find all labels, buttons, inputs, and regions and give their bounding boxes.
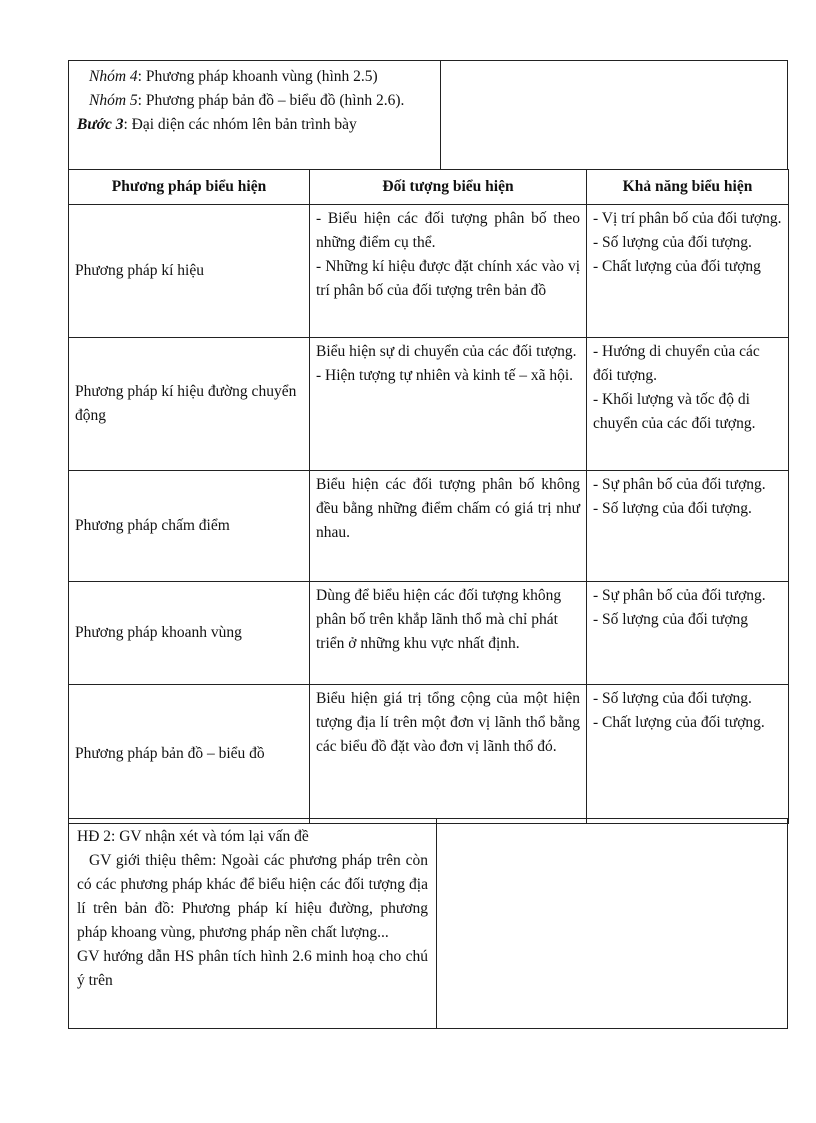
- header-abilities: Khả năng biểu hiện: [587, 170, 789, 205]
- method-cell: Phương pháp chấm điểm: [69, 471, 310, 582]
- method-cell: Phương pháp bản đồ – biểu đồ: [69, 685, 310, 824]
- objects-cell: [310, 338, 587, 471]
- header-method: Phương pháp biểu hiện: [69, 170, 310, 205]
- top-right-cell: [441, 61, 787, 169]
- abilities-cell: [587, 471, 789, 582]
- objects-cell: [310, 582, 587, 685]
- step3-text: : Đại diện các nhóm lên bản trình bày: [123, 116, 357, 133]
- abilities-line: - Hướng di chuyển của các đối tượng.: [593, 343, 760, 384]
- abilities-line: - Vị trí phân bố của đối tượng.: [593, 210, 782, 227]
- bottom-section: [68, 818, 788, 1029]
- objects-line: Dùng để biểu hiện các đối tượng không phân bố trên khắp lãnh thổ mà chỉ phát triển ở những khu vực nhất định.: [316, 587, 562, 652]
- group4-text: : Phương pháp khoanh vùng (hình 2.5): [137, 68, 378, 85]
- abilities-line: - Số lượng của đối tượng: [593, 611, 749, 628]
- group4-line: [77, 65, 432, 89]
- method-cell: Phương pháp kí hiệu: [69, 205, 310, 338]
- table-row: [69, 338, 789, 471]
- objects-line: Biểu hiện các đối tượng phân bố không đều bằng những điểm chấm có giá trị như nhau.: [316, 476, 580, 541]
- abilities-line: - Số lượng của đối tượng.: [593, 690, 752, 707]
- header-objects: Đối tượng biểu hiện: [310, 170, 587, 205]
- abilities-line: - Sự phân bố của đối tượng.: [593, 587, 766, 604]
- hd2-heading: HĐ 2: GV nhận xét và tóm lại vấn đề: [77, 828, 309, 845]
- objects-cell: [310, 685, 587, 824]
- abilities-cell: [587, 338, 789, 471]
- abilities-line: - Sự phân bố của đối tượng.: [593, 476, 766, 493]
- objects-line: Biểu hiện giá trị tổng cộng của một hiện tượng địa lí trên một đơn vị lãnh thổ bằng các biểu đồ đặt vào đơn vị lãnh thổ đó.: [316, 690, 580, 755]
- abilities-line: - Chất lượng của đối tượng: [593, 258, 761, 275]
- methods-table: [68, 169, 789, 824]
- objects-line: Biểu hiện sự di chuyển của các đối tượng.: [316, 343, 577, 360]
- group4-label: Nhóm 4: [89, 68, 138, 85]
- abilities-cell: [587, 685, 789, 824]
- abilities-line: - Số lượng của đối tượng.: [593, 500, 752, 517]
- abilities-line: - Số lượng của đối tượng.: [593, 234, 752, 251]
- group5-line: [77, 89, 432, 113]
- table-header-row: [69, 170, 789, 205]
- method-cell: Phương pháp khoanh vùng: [69, 582, 310, 685]
- method-cell: Phương pháp kí hiệu đường chuyển động: [69, 338, 310, 471]
- objects-line: - Những kí hiệu được đặt chính xác vào vị trí phân bố của đối tượng trên bản đồ: [316, 258, 580, 299]
- abilities-line: - Chất lượng của đối tượng.: [593, 714, 765, 731]
- table-row: [69, 582, 789, 685]
- step3-label: Bước 3: [77, 116, 124, 133]
- objects-line: - Biểu hiện các đối tượng phân bố theo những điểm cụ thể.: [316, 210, 580, 251]
- guide-paragraph: GV hướng dẫn HS phân tích hình 2.6 minh hoạ cho chú ý trên: [77, 948, 428, 989]
- objects-cell: [310, 471, 587, 582]
- abilities-line: - Khối lượng và tốc độ di chuyển của các đối tượng.: [593, 391, 756, 432]
- table-row: [69, 205, 789, 338]
- top-section: [68, 60, 788, 170]
- abilities-cell: [587, 205, 789, 338]
- table-row: [69, 685, 789, 824]
- step3-line: [77, 113, 432, 137]
- group5-label: Nhóm 5: [89, 92, 138, 109]
- bottom-left-cell: [69, 819, 437, 1028]
- bottom-right-cell: [437, 819, 787, 1028]
- intro-paragraph: GV giới thiệu thêm: Ngoài các phương pháp trên còn có các phương pháp khác để biểu hiện các đối tượng địa lí trên bản đồ: Phương pháp kí hiệu đường, phương pháp khoang vùng, phương pháp nền chất lượng...: [77, 852, 428, 941]
- group5-text: : Phương pháp bản đồ – biểu đồ (hình 2.6).: [137, 92, 405, 109]
- objects-line: - Hiện tượng tự nhiên và kinh tế – xã hội.: [316, 367, 574, 384]
- table-row: [69, 471, 789, 582]
- objects-cell: [310, 205, 587, 338]
- top-left-cell: [69, 61, 441, 169]
- abilities-cell: [587, 582, 789, 685]
